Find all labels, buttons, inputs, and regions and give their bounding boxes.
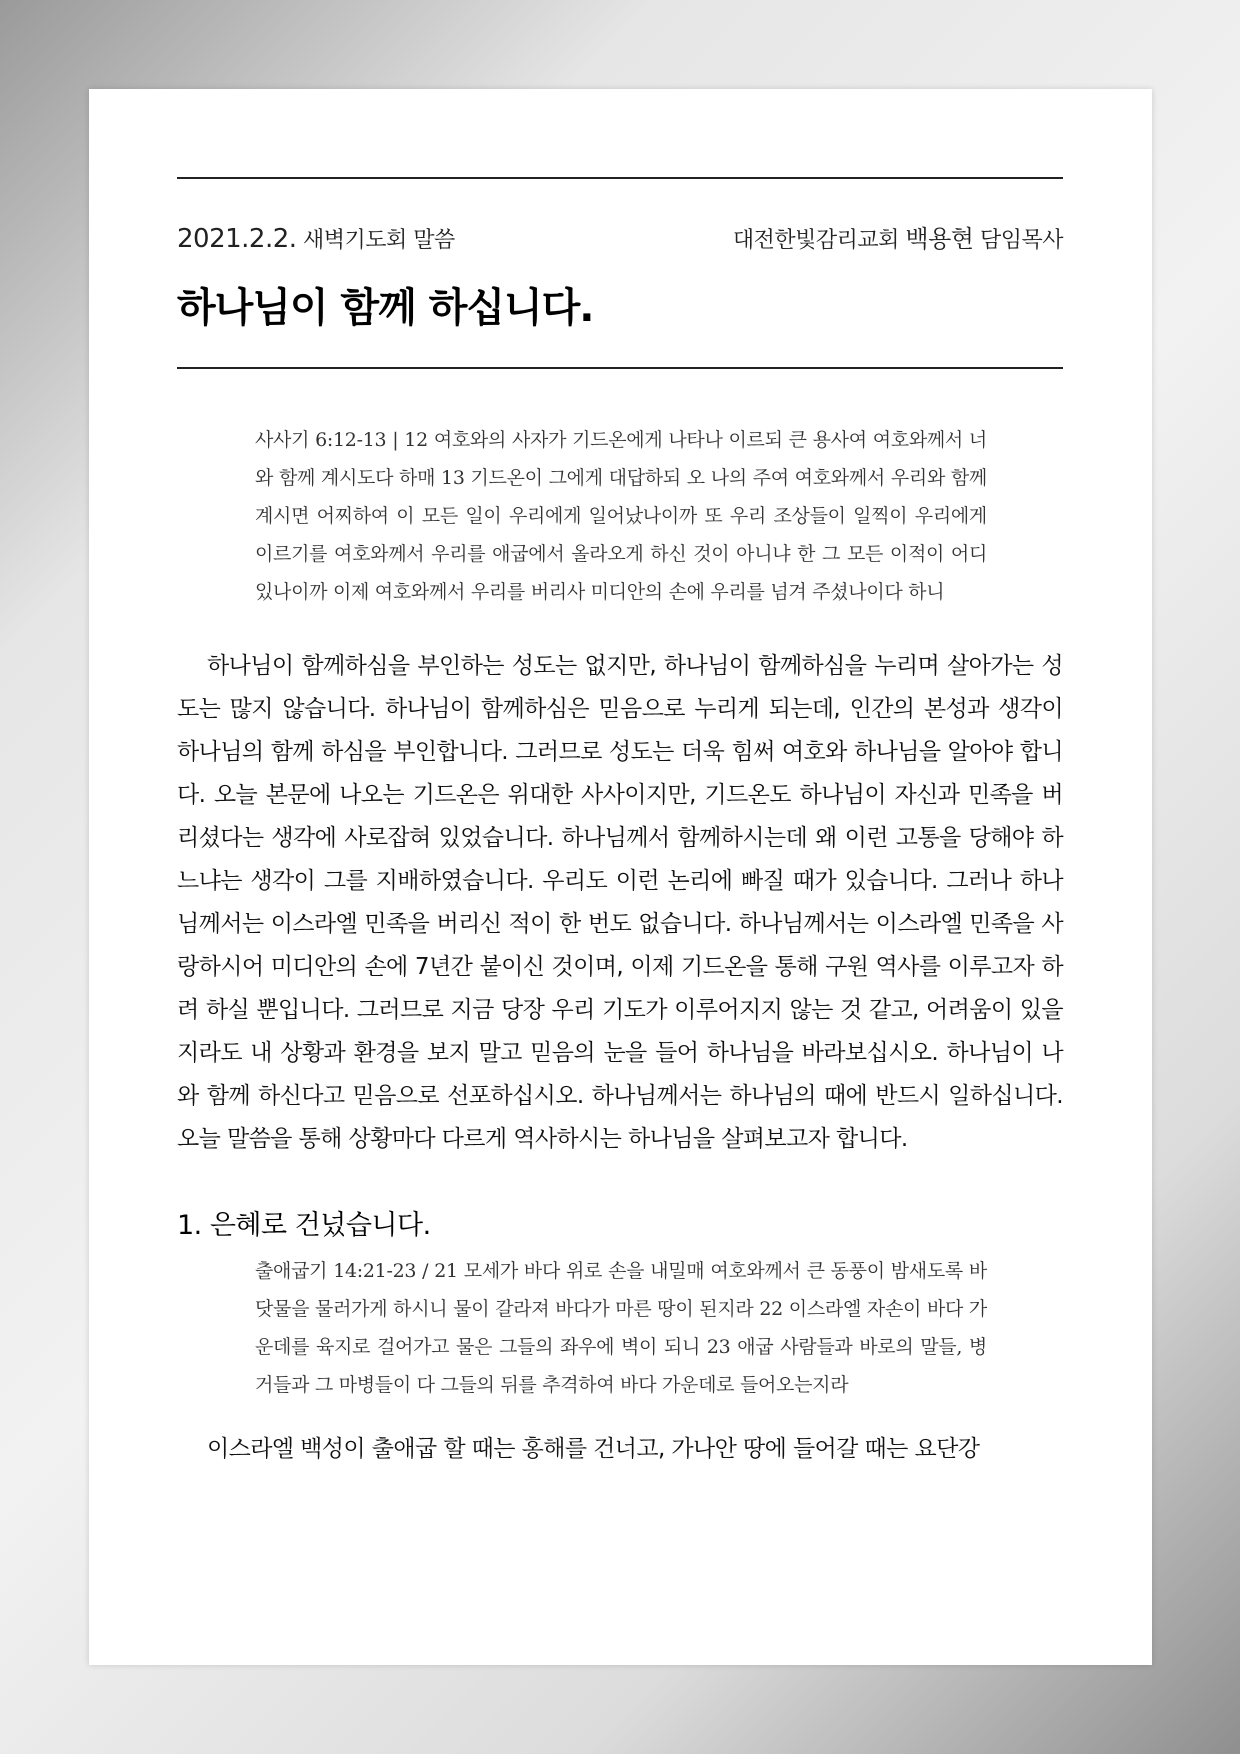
sermon-title: 하나님이 함께 하십니다. [177, 285, 594, 331]
header-meta [177, 219, 1063, 254]
section-1-paragraph: 이스라엘 백성이 출애굽 할 때는 홍해를 건너고, 가나안 땅에 들어갈 때는 요단강 [207, 1436, 980, 1462]
top-rule [177, 177, 1063, 179]
intro-paragraph: 하나님이 함께하심을 부인하는 성도는 없지만, 하나님이 함께하심을 누리며 살아가는 성도는 많지 않습니다. 하나님이 함께하심은 믿음으로 누리게 되는데, 인간의 본성과 생각이 하나님의 함께 하심을 부인합니다. 그러므로 성도는 더욱 힘써 여호와 하나님을 알아야 합니다. 오늘 본문에 나오는 기드온은 위대한 사사이지만, 기드온도 하나님이 자신과 민족을 버리셨다는 생각에 사로잡혀 있었습니다. 하나님께서 함께하시는데 왜 이런 고통을 당해야 하느냐는 생각이 그를 지배하였습니다. 우리도 이런 논리에 빠질 때가 있습니다. 그러나 하나님께서는 이스라엘 민족을 버리신 적이 한 번도 없습니다. 하나님께서는 이스라엘 민족을 사랑하시어 미디안의 손에 7년간 붙이신 것이며, 이제 기드온을 통해 구원 역사를 이루고자 하려 하실 뿐입니다. 그러므로 지금 당장 우리 기도가 이루어지지 않는 것 같고, 어려움이 있을지라도 내 상황과 환경을 보지 말고 믿음의 눈을 들어 하나님을 바라보십시오. 하나님이 나와 함께 하신다고 믿음으로 선포하십시오. 하나님께서는 하나님의 때에 반드시 일하십니다. 오늘 말씀을 통해 상황마다 다르게 역사하시는 하나님을 살펴보고자 합니다. [177, 653, 1063, 1152]
page-content [177, 177, 1063, 1471]
bottom-rule [177, 367, 1063, 369]
sermon-date: 2021.2.2. [177, 224, 297, 254]
pastor-name: 백용현 [905, 225, 974, 253]
pastor-title: 담임목사 [979, 228, 1063, 253]
service-name: 새벽기도회 말씀 [303, 228, 455, 253]
sermon-date-line [177, 223, 455, 254]
section-1-heading: 1. 은혜로 건넜습니다. [177, 1210, 431, 1241]
church-name: 대전한빛감리교회 [732, 228, 899, 253]
scripture-passage-2: 출애굽기 14:21-23 / 21 모세가 바다 위로 손을 내밀매 여호와께서 큰 동풍이 밤새도록 바닷물을 물러가게 하시니 물이 갈라져 바다가 마른 땅이 된지라 22 이스라엘 자손이 바다 가운데를 육지로 걸어가고 물은 그들의 좌우에 벽이 되니 23 애굽 사람들과 바로의 말들, 병거들과 그 마병들이 다 그들의 뒤를 추격하여 바다 가운데로 들어오는지라 [255, 1260, 987, 1396]
church-pastor-line [733, 219, 1063, 254]
scripture-passage-1: 사사기 6:12-13 | 12 여호와의 사자가 기드온에게 나타나 이르되 큰 용사여 여호와께서 너와 함께 계시도다 하매 13 기드온이 그에게 대답하되 오 나의 주여 여호와께서 우리와 함께 계시면 어찌하여 이 모든 일이 우리에게 일어났나이까 또 우리 조상들이 일찍이 우리에게 이르기를 여호와께서 우리를 애굽에서 올라오게 하신 것이 아니냐 한 그 모든 이적이 어디 있나이까 이제 여호와께서 우리를 버리사 미디안의 손에 우리를 넘겨 주셨나이다 하니 [255, 429, 987, 603]
document-page [89, 89, 1152, 1665]
